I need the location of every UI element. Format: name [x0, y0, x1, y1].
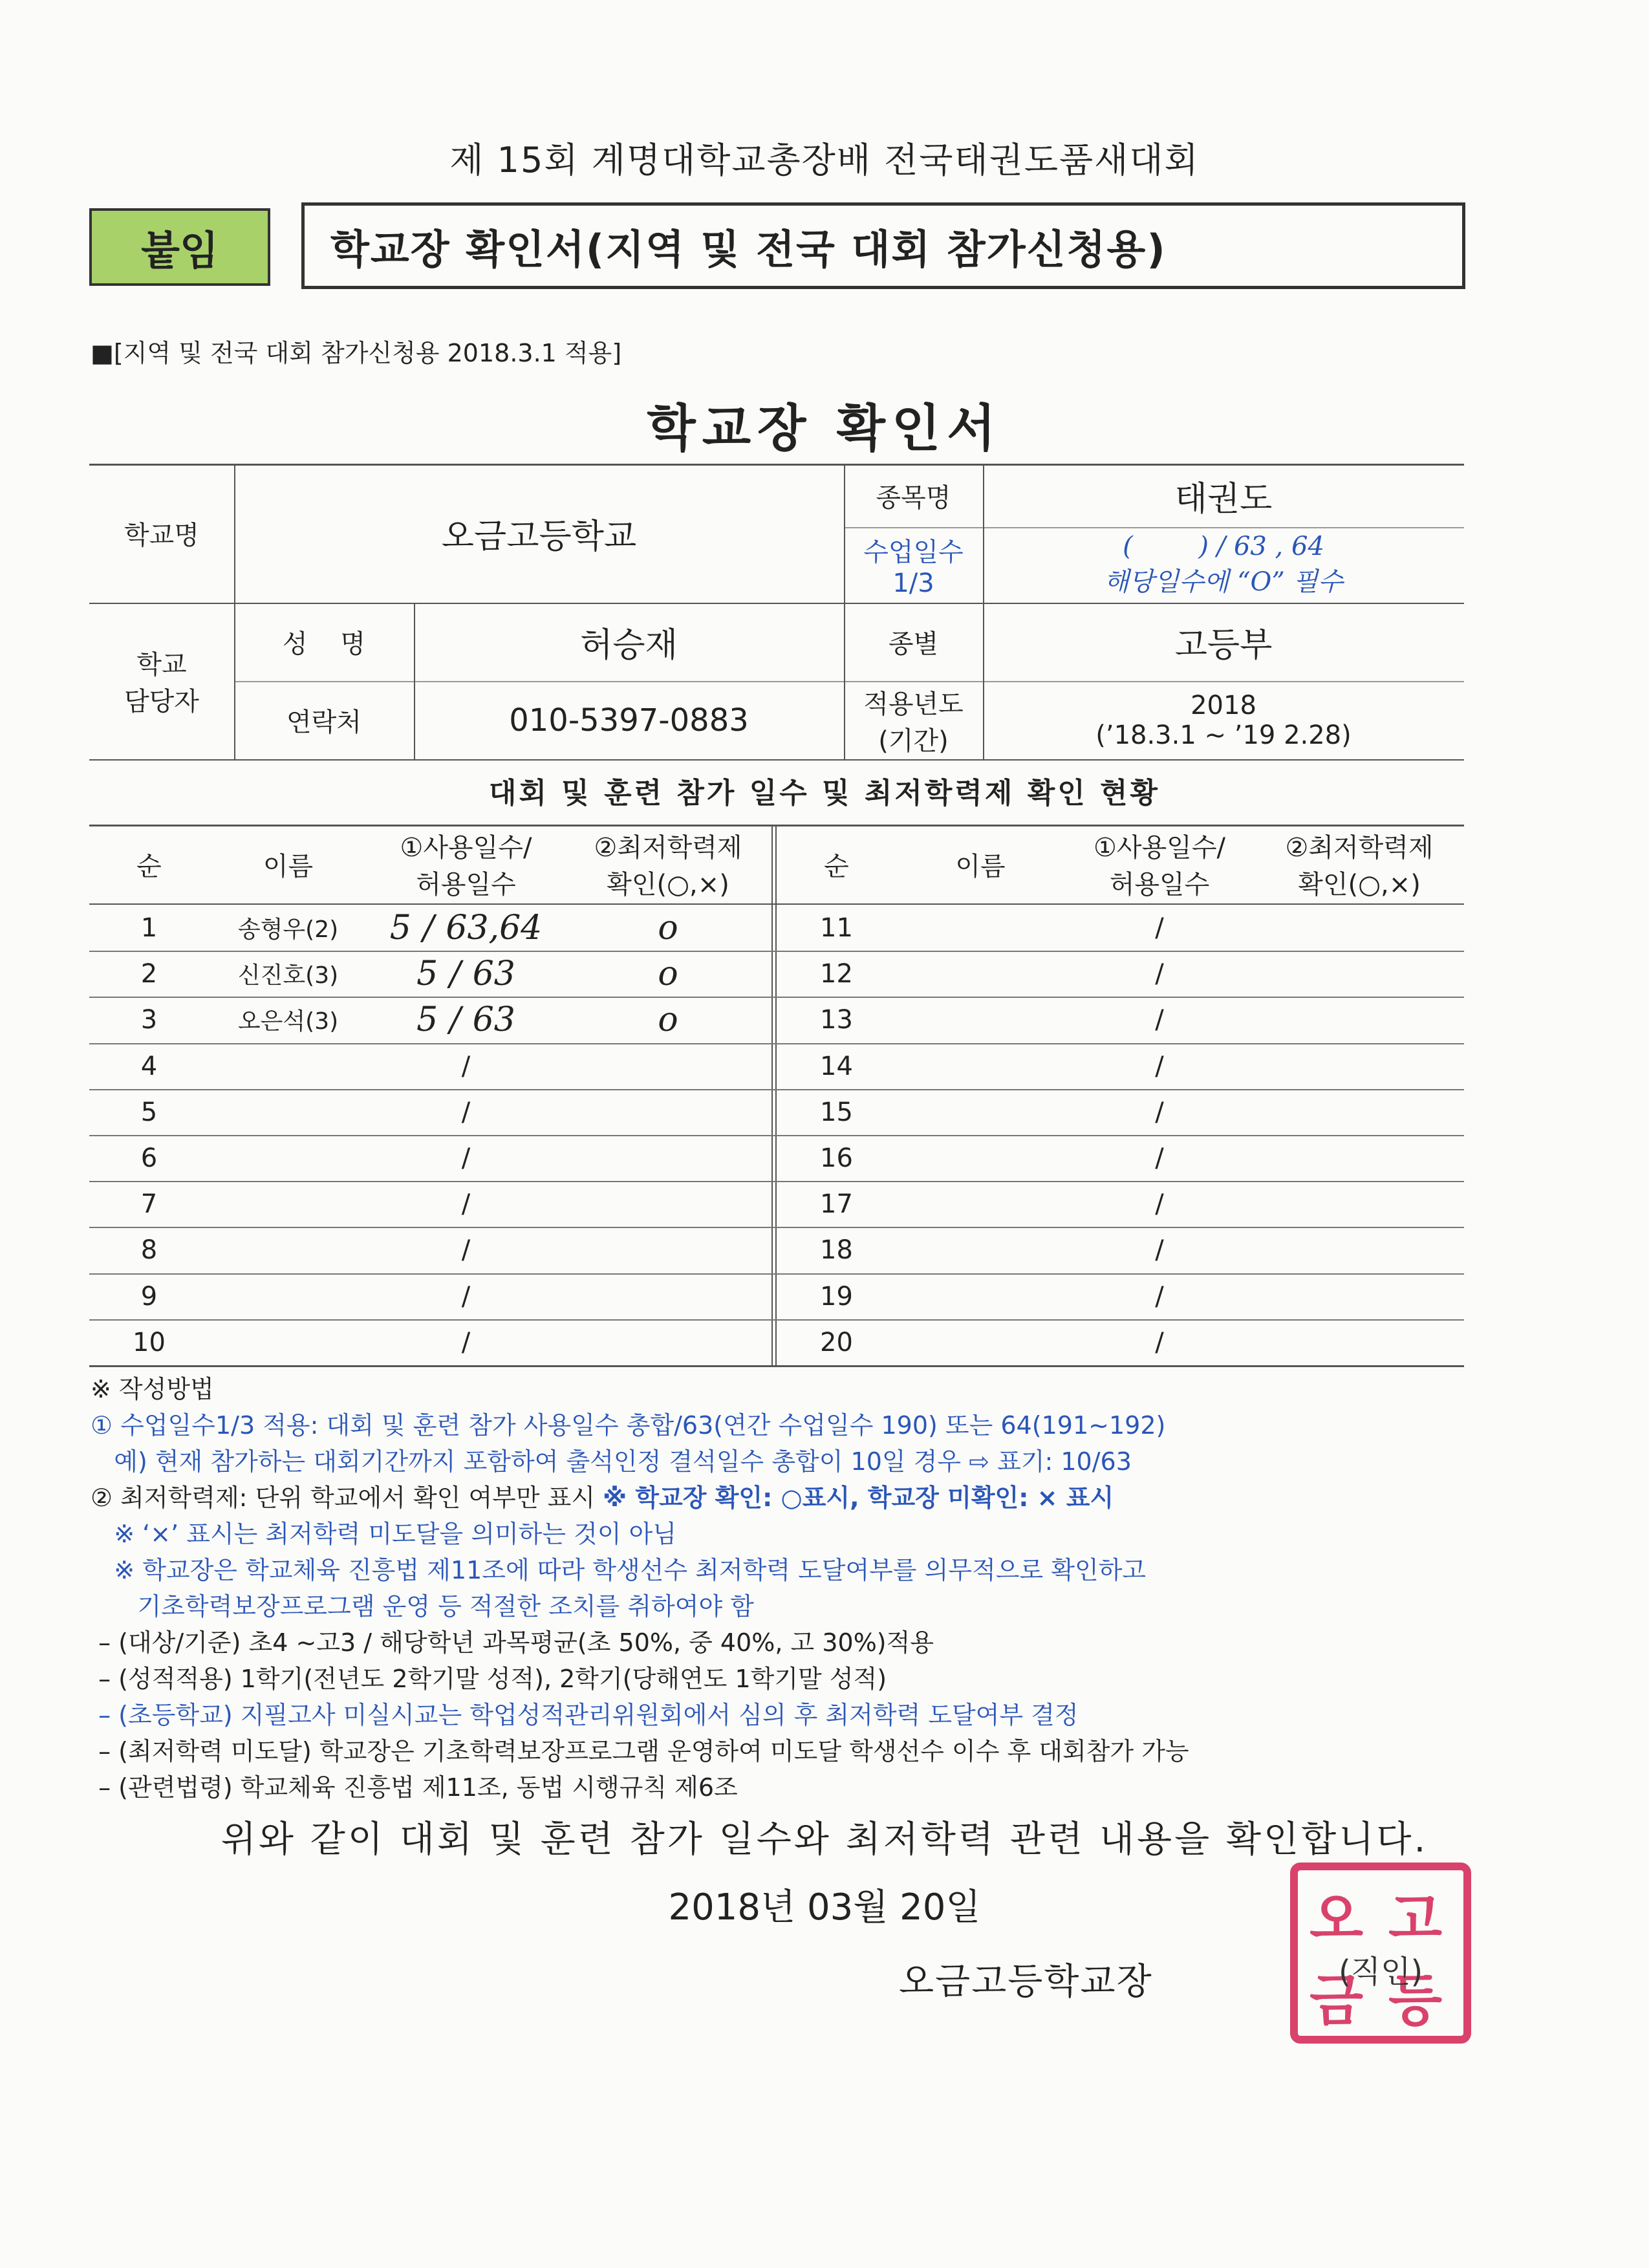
sport-value: 태권도	[1174, 479, 1273, 519]
header-check: ②최저학력제 확인(○,×)	[594, 833, 742, 900]
row-number: 9	[140, 1281, 158, 1312]
days-allowed: 63,64	[446, 908, 543, 947]
year-value: 2018 (’18.3.1 ~ ’19 2.28)	[1095, 690, 1352, 750]
days-cell: /	[461, 1281, 471, 1312]
days-cell-right: /	[1155, 1281, 1164, 1312]
row-number-right: 16	[820, 1143, 853, 1173]
name-label: 성 명	[282, 629, 366, 659]
instruction-line: – (최저학력 미도달) 학교장은 기초학력보장프로그램 운영하여 미도달 학생선수 이수 후 대회참가 가능	[91, 1737, 1189, 1766]
days-cell	[367, 905, 565, 951]
instruction-line: ※ ‘×’ 표시는 최저학력 미도달을 의미하는 것이 아님	[91, 1520, 677, 1548]
days-cell-right: /	[1155, 1327, 1164, 1357]
student-name: 신진호(3)	[237, 962, 339, 989]
days-used: 5	[416, 954, 438, 993]
student-name	[209, 1227, 367, 1273]
student-name	[209, 1043, 367, 1089]
instruction-line: – (성적적용) 1학기(전년도 2학기말 성적), 2학기(당해연도 1학기말 성적)	[91, 1665, 887, 1693]
check-mark: o	[658, 954, 678, 993]
check-mark	[565, 1227, 771, 1273]
check-mark	[565, 1135, 771, 1181]
days-cell-right: /	[1155, 1097, 1164, 1127]
header-name: 이름	[263, 851, 314, 881]
check-mark	[565, 1089, 771, 1135]
days-cell: /	[461, 1235, 471, 1265]
header-days: ①사용일수/ 허용일수	[400, 833, 532, 900]
school-label: 학교명	[124, 521, 199, 550]
header-name-right: 이름	[955, 851, 1006, 881]
row-number-right: 19	[820, 1281, 853, 1312]
row-number-right: 15	[820, 1097, 853, 1127]
instruction-line: – (초등학교) 지필고사 미실시교는 학업성적관리위원회에서 심의 후 최저학력 도달여부 결정	[91, 1701, 1079, 1729]
section-title: 대회 및 훈련 참가 일수 및 최저학력제 확인 현황	[488, 777, 1161, 810]
student-name	[209, 1319, 367, 1365]
row-number-right: 12	[820, 958, 853, 989]
instruction-line: – (관련법령) 학교체육 진흥법 제11조, 동법 시행규칙 제6조	[91, 1773, 738, 1802]
row-number-right: 17	[820, 1189, 853, 1219]
instructions	[91, 1371, 1474, 1806]
days-cell	[367, 951, 565, 997]
check-mark: o	[658, 1000, 678, 1039]
row-number: 1	[140, 913, 158, 943]
instruction-line: – (대상/기준) 초4 ~고3 / 해당학년 과목평균(초 50%, 중 40%, 고 30%)적용	[91, 1628, 934, 1657]
attachment-tag: 붙임	[89, 208, 270, 286]
days-cell-right: /	[1155, 958, 1164, 989]
check-mark	[565, 1273, 771, 1319]
class-days-value: ( ) / 63 , 64 해당일수에 “O” 필수	[1104, 532, 1343, 597]
row-number: 4	[140, 1051, 158, 1081]
days-used: 5	[389, 908, 411, 947]
division-label: 종별	[888, 629, 939, 659]
header-days-right: ①사용일수/ 허용일수	[1094, 833, 1225, 900]
days-cell-right: /	[1155, 1143, 1164, 1173]
sport-label: 종목명	[876, 482, 951, 513]
row-number-right: 14	[820, 1051, 853, 1081]
confirmation-text: 위와 같이 대회 및 훈련 참가 일수와 최저학력 관련 내용을 확인합니다.	[221, 1819, 1428, 1861]
days-cell-right: /	[1155, 1004, 1164, 1035]
form-note: ■[지역 및 전국 대회 참가신청용 2018.3.1 적용]	[91, 339, 622, 367]
issue-date: 2018년 03월 20일	[668, 1886, 981, 1928]
row-number: 2	[140, 958, 158, 989]
form-title: 학교장 확인서	[647, 400, 1002, 458]
division-value: 고등부	[1174, 626, 1273, 665]
slash: /	[422, 908, 435, 947]
header-no: 순	[136, 851, 162, 881]
instruction-line: ② 최저학력제: 단위 학교에서 확인 여부만 표시 ※ 학교장 확인: ○표시, 학교장 미확인: × 표시	[91, 1484, 1114, 1512]
row-number: 7	[140, 1189, 158, 1219]
days-cell-right: /	[1155, 1189, 1164, 1219]
year-label: 적용년도 (기간)	[863, 689, 964, 756]
instruction-line: 예) 현재 참가하는 대회기간까지 포함하여 출석인정 결석일수 총합이 10일 경우 ⇨ 표기: 10/63	[91, 1447, 1132, 1476]
row-number: 5	[140, 1097, 158, 1127]
instruction-line: 기초학력보장프로그램 운영 등 적절한 조치를 취하여야 함	[91, 1592, 754, 1621]
slash: /	[449, 1000, 461, 1039]
official-seal: 오 고 금 등	[1290, 1863, 1471, 2044]
days-cell: /	[461, 1327, 471, 1357]
days-allowed: 63	[472, 954, 515, 993]
check-mark: o	[658, 908, 678, 947]
row-number-right: 18	[820, 1235, 853, 1265]
check-mark	[565, 1319, 771, 1365]
days-cell-right: /	[1155, 913, 1164, 943]
days-cell-right: /	[1155, 1051, 1164, 1081]
row-number-right: 13	[820, 1004, 853, 1035]
instructions-heading: ※ 작성방법	[91, 1375, 214, 1403]
event-title: 제 15회 계명대학교총장배 전국태권도품새대회	[449, 140, 1200, 180]
instruction-line: ※ 학교장은 학교체육 진흥법 제11조에 따라 학생선수 최저학력 도달여부를 의무적으로 확인하고	[91, 1556, 1147, 1584]
student-name: 오은석(3)	[237, 1008, 339, 1035]
document-title: 학교장 확인서(지역 및 전국 대회 참가신청용)	[301, 202, 1465, 289]
check-mark	[565, 1043, 771, 1089]
contact-label: 연락처	[286, 707, 361, 737]
header-check-right: ②최저학력제 확인(○,×)	[1285, 833, 1434, 900]
signer: 오금고등학교장	[899, 1961, 1153, 2003]
check-mark	[565, 1181, 771, 1227]
student-name	[209, 1273, 367, 1319]
days-used: 5	[416, 1000, 438, 1039]
school-name: 오금고등학교	[441, 517, 637, 556]
days-cell	[367, 997, 565, 1042]
row-number-right: 11	[820, 913, 853, 943]
row-number: 3	[140, 1004, 158, 1035]
row-number: 10	[133, 1327, 166, 1357]
student-name	[209, 1135, 367, 1181]
manager-label: 학교 담당자	[124, 650, 199, 717]
days-cell: /	[461, 1143, 471, 1173]
manager-name: 허승재	[580, 626, 678, 665]
class-days-label: 수업일수 1/3	[863, 537, 964, 598]
days-cell: /	[461, 1189, 471, 1219]
row-number: 8	[140, 1235, 158, 1265]
student-name	[209, 1181, 367, 1227]
slash: /	[449, 954, 461, 993]
stamp-label: (직인)	[1339, 1954, 1423, 1990]
row-number: 6	[140, 1143, 158, 1173]
days-cell: /	[461, 1051, 471, 1081]
row-number-right: 20	[820, 1327, 853, 1357]
student-name: 송형우(2)	[237, 916, 339, 943]
days-allowed: 63	[472, 1000, 515, 1039]
days-cell-right: /	[1155, 1235, 1164, 1265]
instruction-line: ① 수업일수1/3 적용: 대회 및 훈련 참가 사용일수 총합/63(연간 수업일수 190) 또는 64(191~192)	[91, 1411, 1166, 1440]
student-name	[209, 1089, 367, 1135]
header-no-right: 순	[824, 851, 849, 881]
contact-value: 010-5397-0883	[509, 702, 749, 739]
days-cell: /	[461, 1097, 471, 1127]
